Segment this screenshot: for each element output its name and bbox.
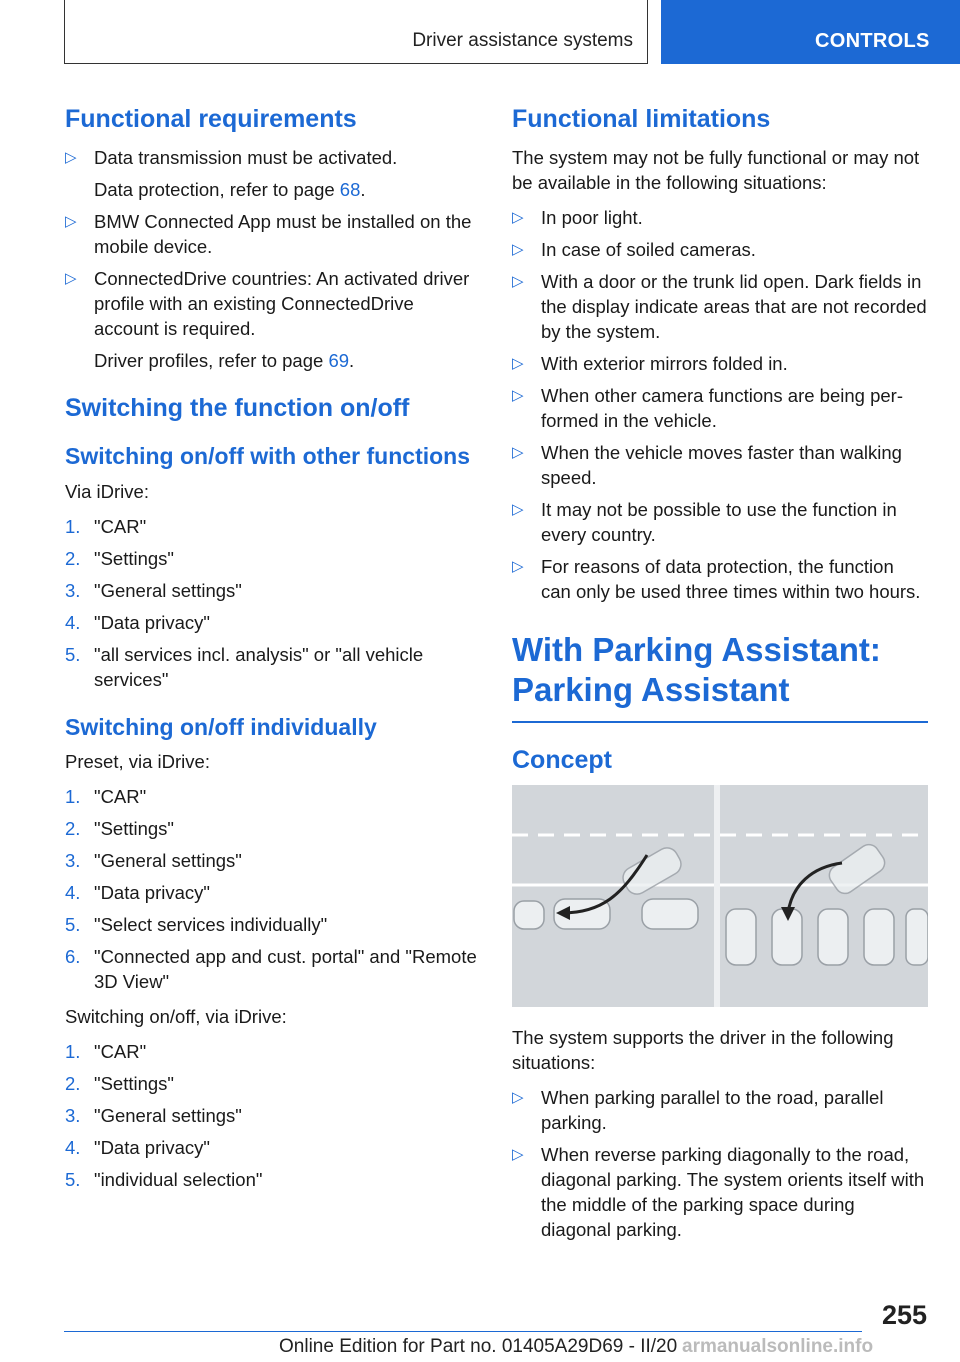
limitations-intro: The system may not be fully functional or may not be available in the following situations:: [512, 147, 920, 194]
header-chapter-tab[interactable]: [661, 0, 960, 64]
parking-assistant-heading: With Parking Assistant: Parking Assistant: [512, 631, 881, 708]
header-chapter-label: CONTROLS: [815, 30, 930, 52]
list-item: ▷ When reverse parking diagonally to the road, diagonal parking. The system orients itself with the middle of the parking space during diagonal parking.: [512, 1144, 925, 1241]
list-item: ▷ For reasons of data protection, the function can only be used three times within two hours.: [512, 556, 921, 603]
concept-list: [512, 1085, 928, 1242]
list-item: 3. "General settings": [65, 850, 242, 872]
parking-illustration: [512, 785, 928, 1007]
list-item: 2. "Settings": [65, 547, 174, 569]
list-item: ▷ When parking parallel to the road, parallel parking.: [512, 1087, 884, 1134]
list-item: 5. "individual selection": [65, 1169, 263, 1191]
footer-divider: [64, 1331, 862, 1332]
concept-heading: Concept: [512, 746, 612, 775]
list-item: 1. "CAR": [65, 786, 147, 808]
page-link-69[interactable]: 69: [328, 350, 350, 372]
via-idrive-text: Via iDrive:: [65, 480, 149, 502]
functional-limitations-heading: Functional limitations: [512, 105, 771, 133]
list-item: 4. "Data privacy": [65, 882, 210, 904]
functional-requirements-heading: Functional requirements: [65, 105, 357, 133]
triangle-bullet-icon: ▷: [512, 1146, 524, 1164]
switching-individually-heading: Switching on/off individually: [65, 713, 377, 740]
concept-intro: The system supports the driver in the following situations:: [512, 1027, 894, 1074]
list-item: 6. "Connected app and cust. portal" and "Remote 3D View": [65, 946, 477, 993]
preset-text: Preset, via iDrive:: [65, 751, 210, 773]
switching-via-idrive-text: Switching on/off, via iDrive:: [65, 1006, 287, 1028]
triangle-bullet-icon: ▷: [512, 1089, 524, 1107]
list-item: 5. "all services incl. analysis" or "all vehicle services": [65, 643, 424, 690]
list-item: 5. "Select services individually": [65, 914, 328, 936]
triangle-bullet-icon: ▷: [512, 355, 524, 373]
list-item: 2. "Settings": [65, 818, 174, 840]
switching-heading: Switching the function on/off: [65, 394, 410, 423]
steps-list-preset: [65, 784, 477, 994]
right-column: [512, 104, 928, 1252]
list-item: 2. "Settings": [65, 1073, 174, 1095]
triangle-bullet-icon: ▷: [512, 444, 524, 462]
footer-edition: Online Edition for Part no. 01405A29D69 - II/20: [279, 1336, 678, 1357]
page-number: 255: [881, 1300, 927, 1330]
section-divider: [512, 721, 928, 723]
parking-scenarios-image: [512, 785, 928, 1007]
list-item: 1. "CAR": [65, 1041, 147, 1063]
triangle-bullet-icon: ▷: [65, 149, 77, 167]
steps-list-switching: [65, 1039, 477, 1192]
list-item: 1. "CAR": [65, 515, 147, 537]
triangle-bullet-icon: ▷: [512, 387, 524, 405]
page-link-68[interactable]: 68: [339, 179, 361, 201]
header-section-title: Driver assistance systems: [412, 30, 633, 51]
list-item: ▷ ConnectedDrive countries: An activated driver profile with an existing ConnectedDrive account is required. Driver profiles, refer to page 69.: [65, 268, 470, 372]
list-item: 4. "Data privacy": [65, 1137, 210, 1159]
switching-other-heading: Switching on/off with other functions: [65, 443, 471, 470]
list-item: ▷ With a door or the trunk lid open. Dark fields in the display indicate areas that are not recorded by the system.: [512, 271, 927, 343]
triangle-bullet-icon: ▷: [65, 213, 77, 231]
list-item: 3. "General settings": [65, 1105, 242, 1127]
triangle-bullet-icon: ▷: [512, 558, 524, 576]
triangle-bullet-icon: ▷: [512, 273, 524, 291]
list-item: ▷ When the vehicle moves faster than walking speed.: [512, 442, 902, 489]
left-column: [65, 104, 477, 1202]
list-item: ▷ With exterior mirrors folded in.: [512, 353, 788, 375]
list-item: ▷ BMW Connected App must be installed on the mobile device.: [65, 211, 472, 258]
list-item: ▷ Data transmission must be activated. Data protection, refer to page 68.: [65, 147, 398, 201]
list-item: ▷ In case of soiled cameras.: [512, 239, 756, 261]
list-item: ▷ It may not be possible to use the function in every country.: [512, 499, 897, 546]
requirements-list: [65, 145, 477, 373]
triangle-bullet-icon: ▷: [512, 209, 524, 227]
list-item: 4. "Data privacy": [65, 611, 210, 633]
list-item: ▷ When other camera functions are being performed in the vehicle.: [512, 385, 903, 432]
triangle-bullet-icon: ▷: [512, 241, 524, 259]
header-section-box: [64, 0, 648, 64]
list-item: ▷ In poor light.: [512, 207, 643, 229]
watermark: armanualsonline.info: [682, 1336, 874, 1357]
steps-list-other: [65, 514, 477, 692]
limitations-list: [512, 205, 928, 604]
triangle-bullet-icon: ▷: [512, 501, 524, 519]
triangle-bullet-icon: ▷: [65, 270, 77, 288]
list-item: 3. "General settings": [65, 579, 242, 601]
